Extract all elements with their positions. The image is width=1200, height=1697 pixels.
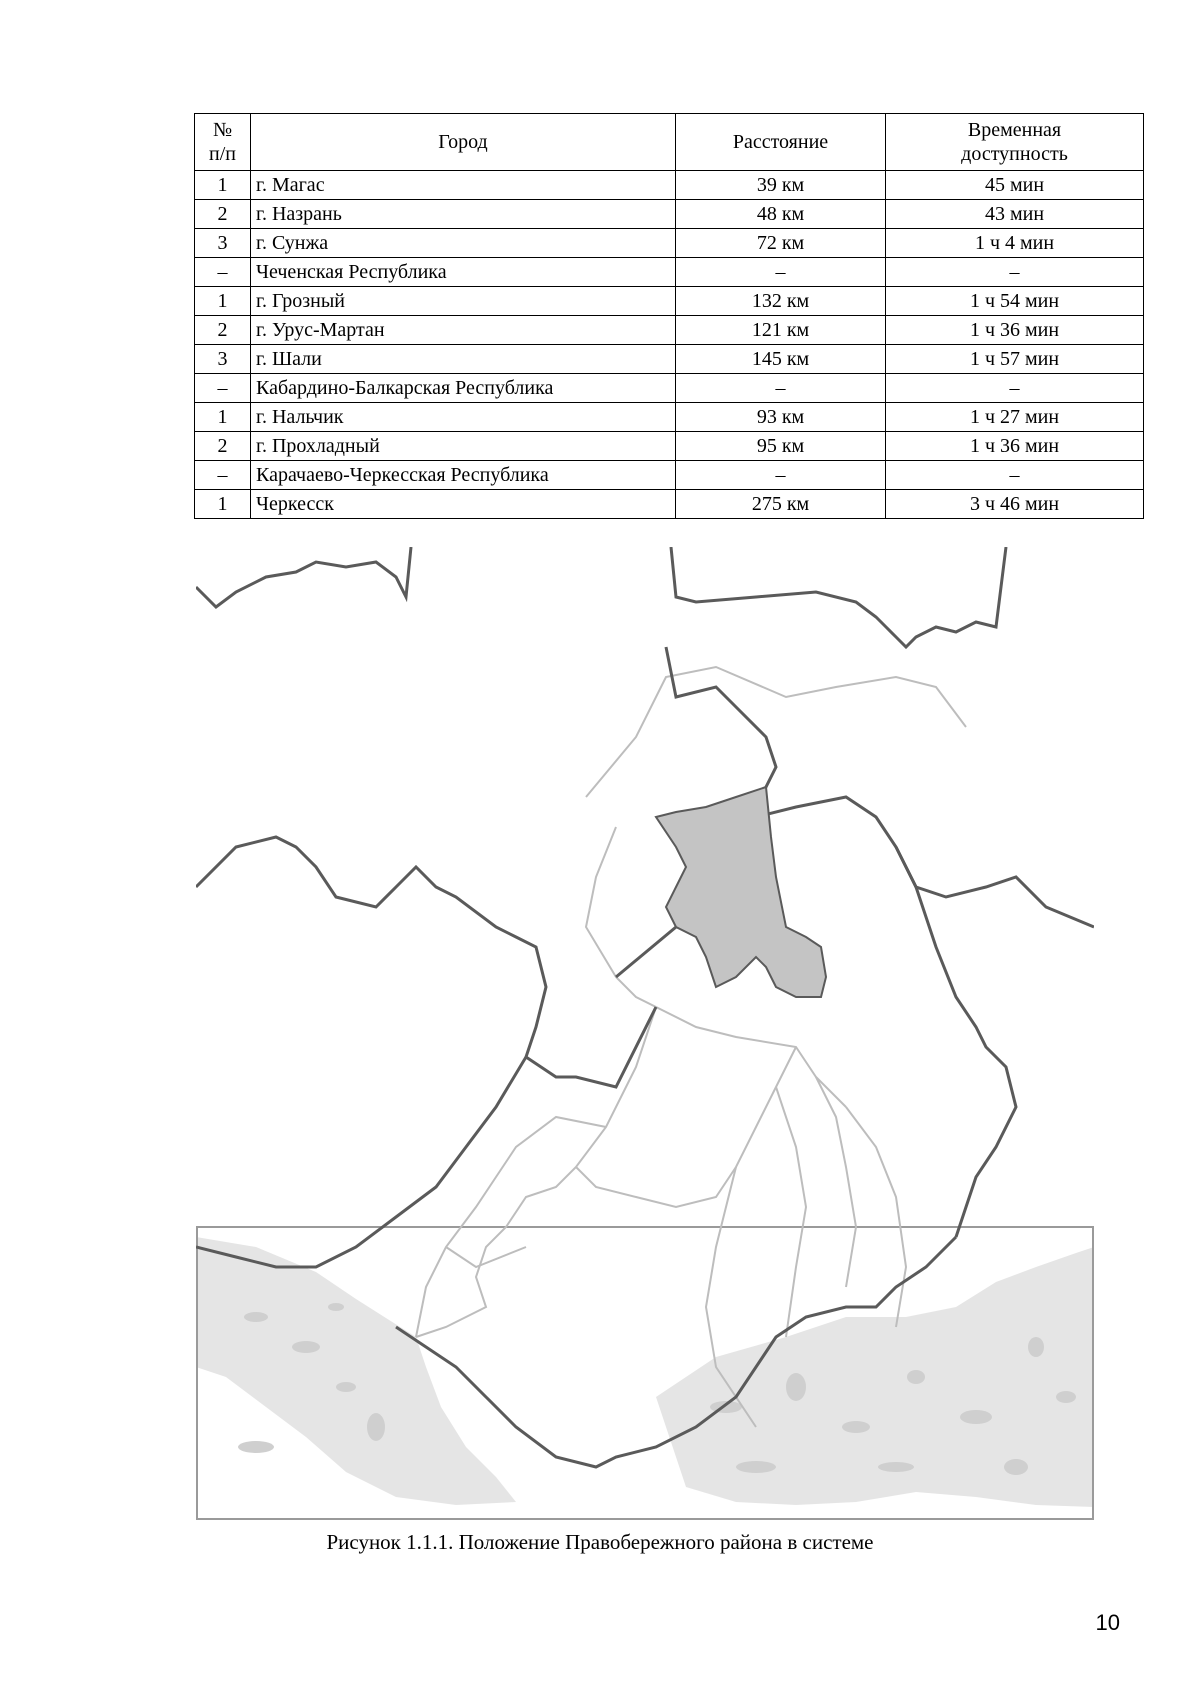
header-distance: Расстояние: [676, 114, 886, 171]
page-number: 10: [1095, 1610, 1120, 1635]
row-city: г. Шали: [251, 345, 676, 374]
table-row: [195, 287, 1144, 316]
row-distance: 48 км: [676, 200, 886, 229]
table-row: [195, 200, 1144, 229]
header-time-line1: Временная: [967, 119, 1062, 141]
table-header-row: [195, 114, 1144, 171]
row-city: г. Грозный: [251, 287, 676, 316]
row-city: г. Нальчик: [251, 403, 676, 432]
table-row: [195, 345, 1144, 374]
row-time: 1 ч 4 мин: [886, 229, 1144, 258]
row-distance: 39 км: [676, 171, 886, 200]
row-distance: 121 км: [676, 316, 886, 345]
region-map: [196, 547, 1094, 1523]
row-time: 1 ч 57 мин: [886, 345, 1144, 374]
row-distance: –: [676, 461, 886, 490]
row-num: 1: [195, 403, 251, 432]
row-city: г. Урус-Мартан: [251, 316, 676, 345]
row-num: –: [195, 258, 251, 287]
header-time: [886, 114, 1144, 171]
header-time-line2: доступность: [961, 143, 1068, 165]
figure-caption: Рисунок 1.1.1. Положение Правобережного района в системе: [326, 1530, 874, 1554]
table-row: [195, 490, 1144, 519]
row-num: –: [195, 374, 251, 403]
header-city: Город: [251, 114, 676, 171]
row-city: Кабардино-Балкарская Республика: [251, 374, 676, 403]
table-row: [195, 229, 1144, 258]
row-num: 2: [195, 200, 251, 229]
table-row: [195, 171, 1144, 200]
table-row: [195, 403, 1144, 432]
distance-table: [194, 113, 1144, 519]
row-time: 1 ч 36 мин: [886, 316, 1144, 345]
row-time: 1 ч 36 мин: [886, 432, 1144, 461]
row-city: Карачаево-Черкесская Республика: [251, 461, 676, 490]
row-distance: 95 км: [676, 432, 886, 461]
header-num-line2: п/п: [209, 143, 236, 165]
row-num: 1: [195, 287, 251, 316]
row-city: Черкесск: [251, 490, 676, 519]
header-num-line1: №: [212, 119, 233, 141]
row-num: –: [195, 461, 251, 490]
row-distance: 132 км: [676, 287, 886, 316]
row-city: г. Назрань: [251, 200, 676, 229]
table-row: [195, 432, 1144, 461]
table-row: [195, 374, 1144, 403]
district-borders: [416, 667, 966, 1427]
row-num: 1: [195, 490, 251, 519]
mountain-texture: [196, 1237, 1094, 1507]
row-time: 1 ч 54 мин: [886, 287, 1144, 316]
row-num: 3: [195, 229, 251, 258]
row-num: 3: [195, 345, 251, 374]
row-time: 45 мин: [886, 171, 1144, 200]
table-row: [195, 316, 1144, 345]
row-distance: –: [676, 374, 886, 403]
row-city: г. Магас: [251, 171, 676, 200]
row-distance: 145 км: [676, 345, 886, 374]
row-distance: –: [676, 258, 886, 287]
row-time: 43 мин: [886, 200, 1144, 229]
header-num: [195, 114, 251, 171]
row-num: 2: [195, 432, 251, 461]
row-city: г. Сунжа: [251, 229, 676, 258]
row-city: Чеченская Республика: [251, 258, 676, 287]
row-time: –: [886, 374, 1144, 403]
pravoberezhny-district: [656, 787, 826, 997]
row-time: –: [886, 461, 1144, 490]
row-num: 2: [195, 316, 251, 345]
row-distance: 72 км: [676, 229, 886, 258]
table-body: [195, 171, 1144, 519]
row-distance: 275 км: [676, 490, 886, 519]
row-distance: 93 км: [676, 403, 886, 432]
table-row: [195, 258, 1144, 287]
row-time: 3 ч 46 мин: [886, 490, 1144, 519]
row-city: г. Прохладный: [251, 432, 676, 461]
row-num: 1: [195, 171, 251, 200]
row-time: –: [886, 258, 1144, 287]
row-time: 1 ч 27 мин: [886, 403, 1144, 432]
table-row: [195, 461, 1144, 490]
